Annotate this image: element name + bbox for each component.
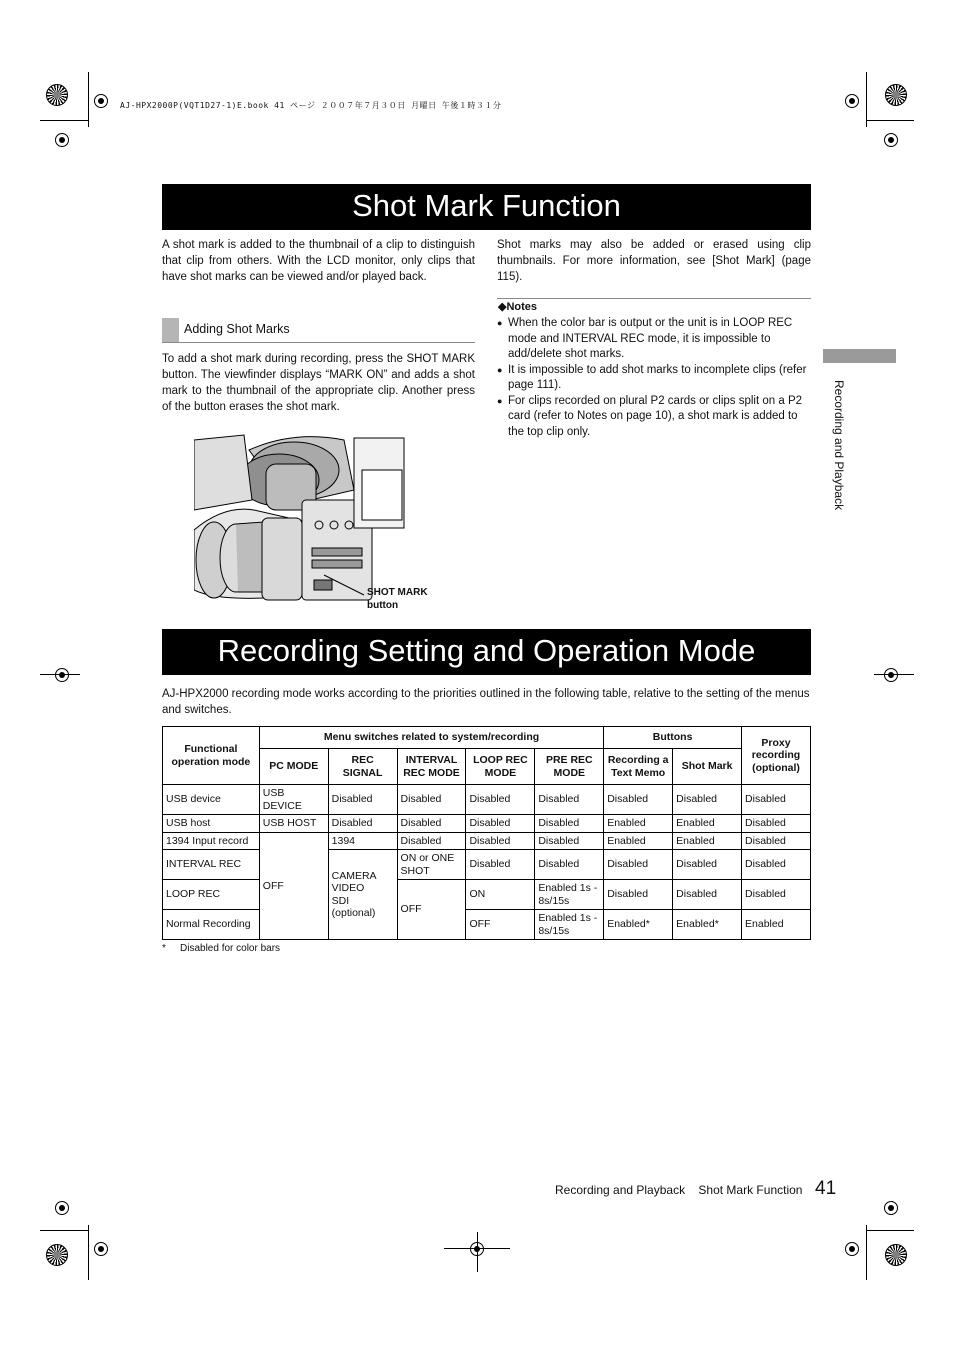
table-cell: Disabled	[604, 785, 673, 815]
registration-target-icon	[884, 668, 898, 682]
table-cell: Disabled	[466, 785, 535, 815]
table-cell: Disabled	[535, 815, 604, 833]
header-loop: LOOP REC MODE	[466, 749, 535, 785]
table-cell: Disabled	[397, 832, 466, 850]
table-cell: Disabled	[742, 832, 811, 850]
figure-label-line-1: SHOT MARK	[367, 587, 428, 598]
table-cell: Enabled	[742, 910, 811, 940]
operation-mode-table	[162, 726, 811, 940]
table-cell: Disabled	[466, 815, 535, 833]
table-cell: Disabled	[535, 832, 604, 850]
table-cell: Disabled	[673, 850, 742, 880]
subheading-adding-shot-marks	[162, 318, 475, 343]
shot-mark-right-intro: Shot marks may also be added or erased using clip thumbnails. For more information, see [Shot Mark] (page 115).	[497, 239, 811, 283]
table-cell: Disabled	[673, 785, 742, 815]
registration-sun-icon	[46, 84, 68, 106]
header-rec-signal: REC SIGNAL	[328, 749, 397, 785]
table-cell: Disabled	[535, 850, 604, 880]
figure-callout-label	[367, 586, 428, 612]
crop-mark	[40, 1230, 88, 1231]
table-row	[163, 832, 811, 850]
header-shotmark: Shot Mark	[673, 749, 742, 785]
section-title-shot-mark: Shot Mark Function	[162, 184, 811, 230]
registration-target-icon	[55, 133, 69, 147]
rec-signal-sdi: SDI (optional)	[331, 894, 376, 919]
footnote-mark: *	[162, 943, 166, 954]
registration-target-icon	[94, 1242, 108, 1256]
table-cell: 1394 Input record	[163, 832, 260, 850]
table-cell-pc-off: OFF	[259, 832, 328, 940]
header-functional: Functional operation mode	[163, 727, 260, 785]
table-cell: Enabled*	[673, 910, 742, 940]
side-chapter-label: Recording and Playback	[832, 380, 846, 511]
registration-target-icon	[55, 668, 69, 682]
notes-list	[497, 316, 811, 440]
table-cell: Disabled	[742, 880, 811, 910]
figure-label-line-2: button	[367, 600, 399, 611]
table-cell: Disabled	[742, 785, 811, 815]
table-cell: Disabled	[466, 850, 535, 880]
crop-mark	[866, 120, 914, 121]
procedure-text: To add a shot mark during recording, press the SHOT MARK button. The viewfinder displays “MARK ON” and adds a shot mark to the thumbnail of the appropriate clip. Another press of the button erases the shot mark.	[162, 353, 475, 413]
crop-mark	[866, 1225, 867, 1280]
recording-mode-intro: AJ-HPX2000 recording mode works according to the priorities outlined in the following table, relative to the setting of the menus and switches.	[162, 688, 810, 716]
subheading-bar	[162, 318, 179, 342]
crop-mark	[477, 1232, 478, 1272]
header-proxy: Proxy recording (optional)	[742, 727, 811, 785]
notes-title: ◆Notes	[498, 301, 538, 313]
file-header-line: AJ-HPX2000P(VQT1D27-1)E.book 41 ページ ２００７年７月３０日 月曜日 午後１時３１分	[120, 101, 502, 110]
crop-mark	[874, 674, 914, 675]
table-row	[163, 785, 811, 815]
page-number: 41	[815, 1178, 837, 1199]
table-cell: 1394	[328, 832, 397, 850]
footnote-text: Disabled for color bars	[180, 943, 281, 954]
crop-mark	[40, 674, 80, 675]
table-cell: Enabled*	[604, 910, 673, 940]
table-cell: Disabled	[397, 785, 466, 815]
header-menu-group: Menu switches related to system/recording	[259, 727, 603, 749]
crop-mark	[88, 1225, 89, 1280]
table-cell: OFF	[466, 910, 535, 940]
header-interval: INTERVAL REC MODE	[397, 749, 466, 785]
header-pre: PRE REC MODE	[535, 749, 604, 785]
registration-sun-icon	[885, 1244, 907, 1266]
table-cell: Normal Recording	[163, 910, 260, 940]
shot-mark-intro: A shot mark is added to the thumbnail of a clip to distinguish that clip from others. With the LCD monitor, only clips that have shot marks can be viewed and/or played back.	[162, 239, 475, 283]
table-cell: USB device	[163, 785, 260, 815]
crop-mark	[866, 72, 867, 127]
table-cell: Disabled	[604, 850, 673, 880]
table-cell: Disabled	[742, 815, 811, 833]
section-title-recording-setting: Recording Setting and Operation Mode	[162, 629, 811, 675]
crop-mark	[866, 1230, 914, 1231]
crop-mark	[88, 72, 89, 127]
registration-target-icon	[884, 1201, 898, 1215]
table-cell: ON or ONE SHOT	[397, 850, 466, 880]
side-chapter-tab	[823, 349, 896, 363]
table-cell: Disabled	[535, 785, 604, 815]
note-item: ● For clips recorded on plural P2 cards or clips split on a P2 card (refer to Notes on page 10), a shot mark is added to the top clip only.	[497, 394, 811, 441]
table-cell: Enabled 1s - 8s/15s	[535, 910, 604, 940]
table-cell: Enabled	[604, 832, 673, 850]
registration-target-icon	[845, 94, 859, 108]
table-cell: USB HOST	[259, 815, 328, 833]
table-cell-interval-off: OFF	[397, 880, 466, 940]
registration-sun-icon	[46, 1244, 68, 1266]
table-cell: Disabled	[673, 880, 742, 910]
camera-illustration	[194, 430, 409, 608]
table-footnote	[162, 943, 280, 954]
header-buttons-group: Buttons	[604, 727, 742, 749]
table-cell: Disabled	[328, 785, 397, 815]
table-cell: Disabled	[397, 815, 466, 833]
table-cell: Disabled	[742, 850, 811, 880]
crop-mark	[40, 120, 88, 121]
table-cell: Disabled	[328, 815, 397, 833]
table-cell: Disabled	[604, 880, 673, 910]
table-cell-rec-signal	[328, 850, 397, 940]
rec-signal-camera: CAMERA VIDEO	[331, 869, 376, 894]
table-cell: Enabled	[673, 832, 742, 850]
table-cell: Enabled	[604, 815, 673, 833]
header-recmemo: Recording a Text Memo	[604, 749, 673, 785]
table-cell: ON	[466, 880, 535, 910]
table-cell: USB host	[163, 815, 260, 833]
subheading-text: Adding Shot Marks	[184, 322, 290, 336]
table-cell: Disabled	[466, 832, 535, 850]
header-pc-mode: PC MODE	[259, 749, 328, 785]
notes-rule	[497, 298, 811, 299]
registration-target-icon	[55, 1201, 69, 1215]
table-cell: Enabled	[673, 815, 742, 833]
note-item: ● It is impossible to add shot marks to incomplete clips (refer page 111).	[497, 363, 811, 394]
registration-sun-icon	[885, 84, 907, 106]
registration-target-icon	[884, 133, 898, 147]
table-cell: USB DEVICE	[259, 785, 328, 815]
table-cell: INTERVAL REC	[163, 850, 260, 880]
footer-breadcrumb: Recording and Playback Shot Mark Function	[555, 1183, 803, 1197]
note-item: ● When the color bar is output or the unit is in LOOP REC mode and INTERVAL REC mode, it is impossible to add/delete shot marks.	[497, 316, 811, 363]
registration-target-icon	[845, 1242, 859, 1256]
registration-target-icon	[94, 94, 108, 108]
table-cell: Enabled 1s - 8s/15s	[535, 880, 604, 910]
table-row	[163, 815, 811, 833]
table-cell: LOOP REC	[163, 880, 260, 910]
